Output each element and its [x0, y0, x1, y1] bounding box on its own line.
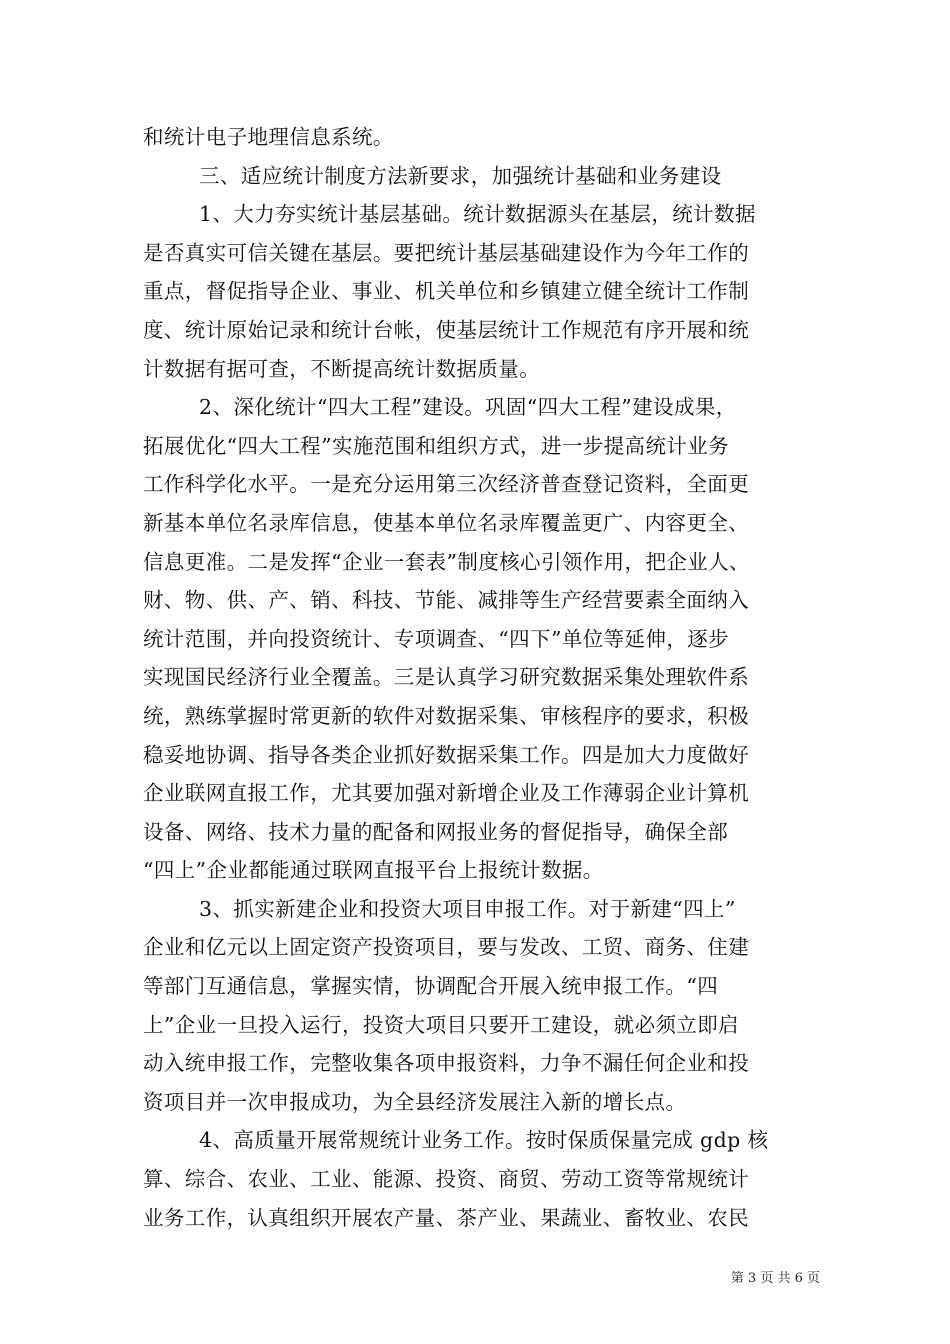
text-line: 拓展优化“四大工程”实施范围和组织方式，进一步提高统计业务	[143, 433, 730, 458]
paragraph-start: 1、大力夯实统计基层基础。统计数据源头在基层，统计数据	[199, 202, 756, 227]
paragraph-start: 2、深化统计“四大工程”建设。巩固“四大工程”建设成果，	[199, 395, 737, 420]
text-line: 统，熟练掌握时常更新的软件对数据采集、审核程序的要求，积极	[143, 703, 750, 728]
text-line: 企业联网直报工作，尤其要加强对新增企业及工作薄弱企业计算机	[143, 781, 750, 806]
paragraph-start: 4、高质量开展常规统计业务工作。按时保质保量完成 gdp 核	[199, 1128, 769, 1153]
text-line: 计数据有据可查，不断提高统计数据质量。	[143, 356, 541, 381]
text-line: 实现国民经济行业全覆盖。三是认真学习研究数据采集处理软件系	[143, 665, 750, 690]
text-line: 新基本单位名录库信息，使基本单位名录库覆盖更广、内容更全、	[143, 510, 750, 535]
text-line: 业务工作，认真组织开展农产量、茶产业、果蔬业、畜牧业、农民	[143, 1205, 750, 1230]
text-line: 是否真实可信关键在基层。要把统计基层基础建设作为今年工作的	[143, 240, 750, 265]
text-line: 度、统计原始记录和统计台帐，使基层统计工作规范有序开展和统	[143, 317, 750, 342]
text-line: 工作科学化水平。一是充分运用第三次经济普查登记资料，全面更	[143, 472, 750, 497]
text-line: 上”企业一旦投入运行，投资大项目只要开工建设，就必须立即启	[143, 1012, 740, 1037]
text-line: 设备、网络、技术力量的配备和网报业务的督促指导，确保全部	[143, 819, 729, 844]
text-line: 信息更准。二是发挥“企业一套表”制度核心引领作用，把企业人、	[143, 549, 750, 574]
text-line: 稳妥地协调、指导各类企业抓好数据采集工作。四是加大力度做好	[143, 742, 750, 767]
paragraph-start: 3、抓实新建企业和投资大项目申报工作。对于新建“四上”	[199, 896, 736, 921]
text-line: 动入统申报工作，完整收集各项申报资料，力争不漏任何企业和投	[143, 1051, 750, 1076]
page-number: 第 3 页 共 6 页	[730, 1271, 820, 1286]
text-line: 财、物、供、产、销、科技、节能、减排等生产经营要素全面纳入	[143, 588, 750, 613]
text-line: 等部门互通信息，掌握实情，协调配合开展入统申报工作。“四	[143, 974, 719, 999]
text-line: “四上”企业都能通过联网直报平台上报统计数据。	[143, 858, 604, 883]
section-heading: 三、适应统计制度方法新要求，加强统计基础和业务建设	[199, 163, 722, 188]
text-line: 重点，督促指导企业、事业、机关单位和乡镇建立健全统计工作制	[143, 279, 750, 304]
text-line: 统计范围，并向投资统计、专项调查、“四下”单位等延伸，逐步	[143, 626, 730, 651]
text-line: 资项目并一次申报成功，为全县经济发展注入新的增长点。	[143, 1089, 687, 1114]
text-line: 和统计电子地理信息系统。	[143, 125, 394, 149]
text-line: 企业和亿元以上固定资产投资项目，要与发改、工贸、商务、住建	[143, 935, 750, 960]
document-body	[143, 118, 819, 1237]
text-line: 算、综合、农业、工业、能源、投资、商贸、劳动工资等常规统计	[143, 1167, 750, 1192]
